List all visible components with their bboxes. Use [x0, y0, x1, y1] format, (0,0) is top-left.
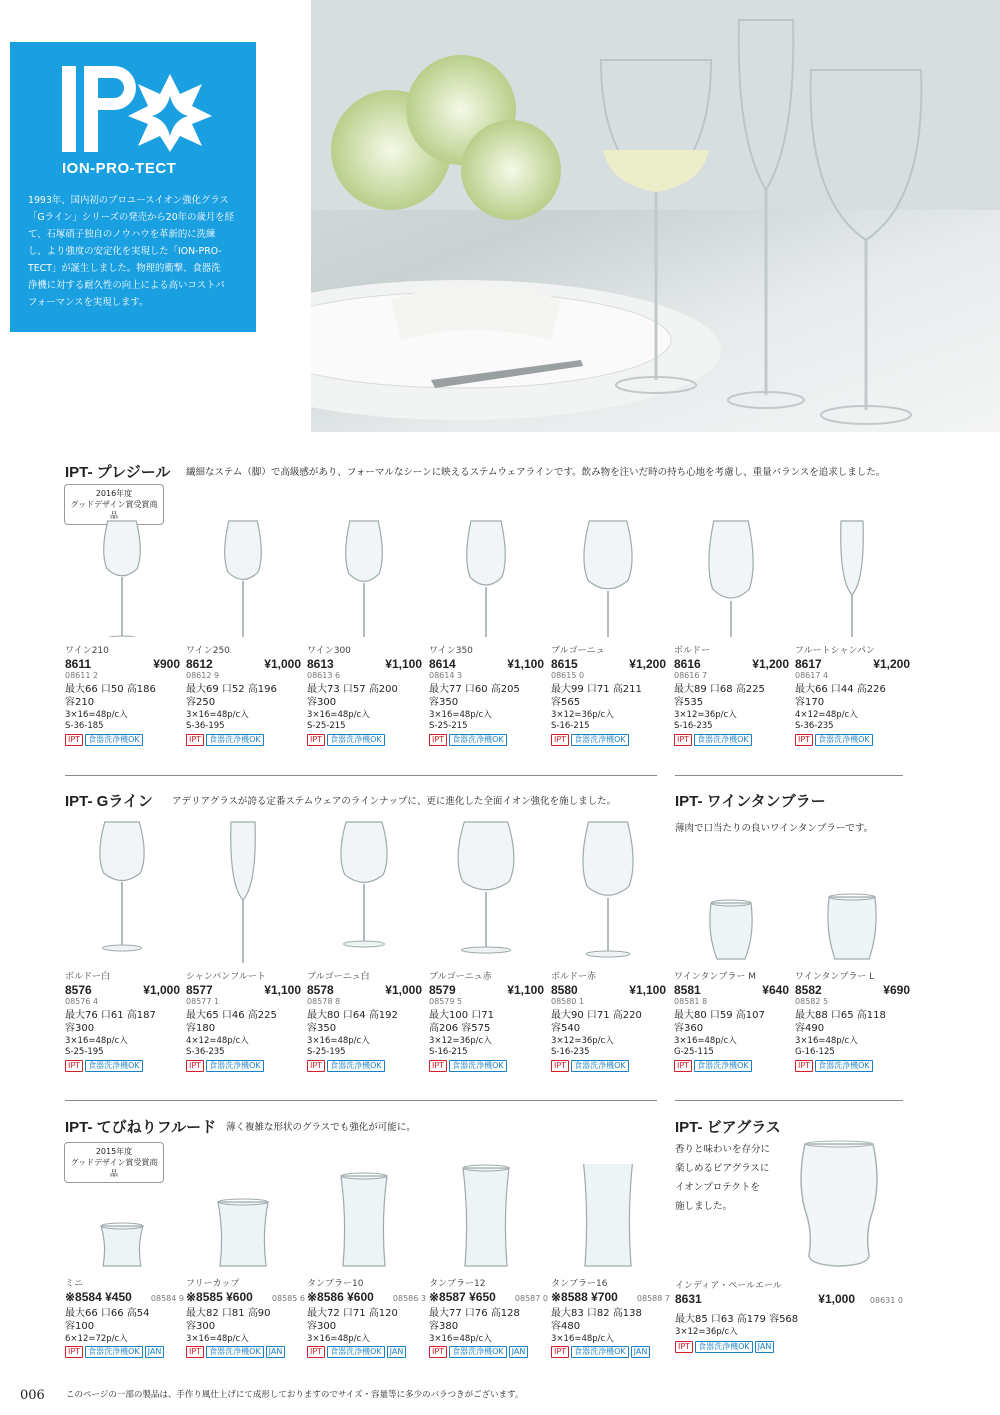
- product-jan: 08578 8: [307, 997, 341, 1006]
- ipt-tag: IPT: [675, 1341, 693, 1353]
- glass-image: [795, 515, 910, 637]
- product-tags: [674, 1060, 752, 1072]
- product-capacity: 容100: [65, 1321, 95, 1332]
- product-price: ¥1,000: [143, 983, 180, 997]
- product-code: 8582: [795, 983, 822, 997]
- glass-image: [674, 515, 789, 637]
- product-tags: [65, 1346, 164, 1358]
- product-jan: 08617 4: [795, 671, 829, 680]
- hero-photo: [311, 0, 1000, 432]
- section-title-beer: IPT- ビアグラス: [675, 1119, 781, 1136]
- product-code: 8580: [551, 983, 578, 997]
- product-price: ¥1,000: [385, 983, 422, 997]
- product-tags: [551, 1060, 629, 1072]
- product-name: ブルゴーニュ赤: [429, 972, 492, 982]
- ipt-tag: IPT: [307, 1060, 325, 1072]
- product-price: ¥1,100: [264, 983, 301, 997]
- product-capacity: 容565: [551, 697, 581, 708]
- dishwasher-tag: 食器洗浄機OK: [449, 1346, 507, 1358]
- product-tags: [186, 1060, 264, 1072]
- product-tags: [186, 734, 264, 746]
- ipt-tag: IPT: [307, 734, 325, 746]
- product-code: 8579: [429, 983, 456, 997]
- product-pack-code: S-36-235: [795, 721, 834, 731]
- product-tags: [551, 734, 629, 746]
- product-name: ワイン250: [186, 646, 230, 656]
- product-pack: 3×16=48p/c入: [186, 710, 249, 720]
- ipt-tag: IPT: [186, 734, 204, 746]
- dishwasher-tag: 食器洗浄機OK: [85, 1346, 143, 1358]
- product-pack-code: S-25-195: [307, 1047, 346, 1057]
- product-price: ¥1,100: [507, 983, 544, 997]
- glass-image: [551, 1164, 666, 1270]
- brand-panel: [10, 42, 256, 332]
- product-price: ¥1,200: [629, 657, 666, 671]
- glass-image: [186, 515, 301, 637]
- product-code: ※8584 ¥450: [65, 1290, 132, 1304]
- good-design-badge-2015: 2015年度 グッドデザイン賞受賞商品: [64, 1142, 164, 1183]
- product-capacity: 容480: [551, 1321, 581, 1332]
- product-tags: [795, 1060, 873, 1072]
- ipt-tag: IPT: [65, 734, 83, 746]
- product-pack: 3×12=36p/c入: [674, 710, 737, 720]
- product-name: ワインタンブラー M: [674, 972, 756, 982]
- ipt-tag: IPT: [429, 734, 447, 746]
- product-tags: [307, 1346, 406, 1358]
- ipt-tag: IPT: [65, 1346, 83, 1358]
- glass-image: [429, 816, 544, 963]
- product-pack: 3×12=36p/c入: [675, 1327, 738, 1337]
- product-pack: 3×16=48p/c入: [65, 710, 128, 720]
- product-pack: 3×16=48p/c入: [429, 710, 492, 720]
- product-jan: 08582 5: [795, 997, 829, 1006]
- section-desc-beer: 香りと味わいを存分に 楽しめるビアグラスに イオンプロテクトを 施しました。: [675, 1144, 771, 1212]
- product-spec: 最大77 口60 高205: [429, 684, 520, 695]
- product-jan: 08587 0: [514, 1294, 548, 1303]
- product-jan: 08614 3: [429, 671, 463, 680]
- product-name: ミニ: [65, 1279, 84, 1289]
- product-name: ボルドー: [674, 646, 711, 656]
- product-code: ※8585 ¥600: [186, 1290, 253, 1304]
- product-capacity: 容350: [429, 697, 459, 708]
- glass-image: [65, 816, 180, 963]
- product-spec: 最大89 口68 高225: [674, 684, 765, 695]
- glass-image: [65, 515, 180, 637]
- dishwasher-tag: 食器洗浄機OK: [571, 734, 629, 746]
- product-name: ボルドー赤: [551, 972, 597, 982]
- glass-image: [307, 1164, 422, 1270]
- product-pack-code: G-25-115: [674, 1047, 714, 1057]
- product-name: インディア・ペールエール: [675, 1281, 782, 1291]
- product-tags: [186, 1346, 285, 1358]
- product-capacity: 高206 容575: [429, 1023, 491, 1034]
- product-price: ¥1,000: [818, 1292, 855, 1306]
- product-capacity: 容380: [429, 1321, 459, 1332]
- ipt-tag: IPT: [551, 1346, 569, 1358]
- section-title-gline: IPT- Gライン: [65, 793, 153, 810]
- product-tags: [65, 734, 143, 746]
- section-title-tumbler: IPT- ワインタンブラー: [675, 793, 826, 810]
- glass-image: [795, 816, 910, 963]
- product-code: 8578: [307, 983, 334, 997]
- product-code: 8617: [795, 657, 822, 671]
- ipt-logo: [62, 66, 212, 152]
- good-design-badge-2016: 2016年度 グッドデザイン賞受賞商品: [64, 484, 164, 525]
- product-capacity: 容535: [674, 697, 704, 708]
- jan-tag: JAN: [266, 1346, 286, 1358]
- product-code: 8616: [674, 657, 701, 671]
- product-spec: 最大85 口63 高179 容568: [675, 1314, 799, 1325]
- dishwasher-tag: 食器洗浄機OK: [571, 1346, 629, 1358]
- ipt-tag: IPT: [429, 1060, 447, 1072]
- glass-image: [551, 816, 666, 963]
- product-spec: 最大99 口71 高211: [551, 684, 642, 695]
- product-spec: 最大66 口44 高226: [795, 684, 886, 695]
- dishwasher-tag: 食器洗浄機OK: [327, 1346, 385, 1358]
- dishwasher-tag: 食器洗浄機OK: [815, 734, 873, 746]
- product-name: ボルドー白: [65, 972, 111, 982]
- jan-tag: JAN: [387, 1346, 407, 1358]
- product-name: フルートシャンパン: [795, 646, 875, 656]
- ipt-tag: IPT: [307, 1346, 325, 1358]
- section-desc-tebineri: 薄く複雑な形状のグラスでも強化が可能に。: [226, 1122, 416, 1133]
- section-title-tebineri: IPT- てびねりフルード: [65, 1119, 217, 1136]
- page-number: 006: [20, 1388, 45, 1403]
- product-jan: 08615 0: [551, 671, 585, 680]
- jan-tag: JAN: [631, 1346, 651, 1358]
- product-pack: 3×16=48p/c入: [307, 1334, 370, 1344]
- divider: [675, 775, 903, 776]
- product-spec: 最大100 口71: [429, 1010, 494, 1021]
- product-spec: 最大66 口66 高54: [65, 1308, 150, 1319]
- product-jan: 08611 2: [65, 671, 99, 680]
- dishwasher-tag: 食器洗浄機OK: [694, 1060, 752, 1072]
- product-name: ブルゴーニュ: [551, 646, 605, 656]
- product-jan: 08613 6: [307, 671, 341, 680]
- ipt-tag: IPT: [551, 1060, 569, 1072]
- product-spec: 最大80 口59 高107: [674, 1010, 765, 1021]
- product-name: フリーカップ: [186, 1279, 240, 1289]
- product-name: タンブラー10: [307, 1279, 364, 1289]
- product-spec: 最大88 口65 高118: [795, 1010, 886, 1021]
- product-code: 8577: [186, 983, 213, 997]
- ipt-tag: IPT: [186, 1346, 204, 1358]
- product-code: ※8587 ¥650: [429, 1290, 496, 1304]
- product-pack-code: S-25-215: [429, 721, 468, 731]
- product-pack: 3×16=48p/c入: [65, 1036, 128, 1046]
- product-pack: 3×16=48p/c入: [795, 1036, 858, 1046]
- product-capacity: 容300: [186, 1321, 216, 1332]
- product-code: 8576: [65, 983, 92, 997]
- dishwasher-tag: 食器洗浄機OK: [327, 734, 385, 746]
- glass-image: [65, 1164, 180, 1270]
- product-capacity: 容300: [307, 697, 337, 708]
- jan-tag: JAN: [509, 1346, 529, 1358]
- product-name: タンブラー12: [429, 1279, 486, 1289]
- product-capacity: 容210: [65, 697, 95, 708]
- product-pack: 3×16=48p/c入: [551, 1334, 614, 1344]
- footer-note: このページの一部の製品は、手作り風仕上げにて成形しておりますのでサイズ・容量等に多少のバラつきがございます。: [66, 1390, 524, 1400]
- product-spec: 最大66 口50 高186: [65, 684, 156, 695]
- ipt-tag: IPT: [429, 1346, 447, 1358]
- ipt-tag: IPT: [65, 1060, 83, 1072]
- dishwasher-tag: 食器洗浄機OK: [449, 734, 507, 746]
- product-price: ¥1,100: [629, 983, 666, 997]
- glass-image: [307, 816, 422, 963]
- product-capacity: 容540: [551, 1023, 581, 1034]
- product-pack: 3×12=36p/c入: [429, 1036, 492, 1046]
- product-name: シャンパンフルート: [186, 972, 266, 982]
- section-desc-plaisir: 繊細なステム（脚）で高級感があり、フォーマルなシーンに映えるステムウェアラインです。飲み物を注いだ時の持ち心地を考慮し、重量バランスを追求しました。: [186, 467, 886, 478]
- product-pack-code: S-16-235: [674, 721, 713, 731]
- ipt-tag: IPT: [674, 734, 692, 746]
- ipt-tag: IPT: [674, 1060, 692, 1072]
- product-capacity: 容250: [186, 697, 216, 708]
- product-name: ワイン350: [429, 646, 473, 656]
- product-pack: 4×12=48p/c入: [795, 710, 858, 720]
- product-price: ¥1,200: [752, 657, 789, 671]
- product-code: 8611: [65, 657, 92, 671]
- dishwasher-tag: 食器洗浄機OK: [695, 1341, 753, 1353]
- product-spec: 最大73 口57 高200: [307, 684, 398, 695]
- product-code: ※8588 ¥700: [551, 1290, 618, 1304]
- product-jan: 08588 7: [636, 1294, 670, 1303]
- product-capacity: 容360: [674, 1023, 704, 1034]
- beer-glass-image: [775, 1140, 903, 1272]
- product-name: タンブラー16: [551, 1279, 608, 1289]
- dishwasher-tag: 食器洗浄機OK: [815, 1060, 873, 1072]
- product-tags: [674, 734, 752, 746]
- logo-text: ION-PRO-TECT: [62, 160, 177, 177]
- glass-image: [307, 515, 422, 637]
- product-pack: 3×12=36p/c入: [551, 1036, 614, 1046]
- product-code: 8612: [186, 657, 213, 671]
- product-jan: 08581 8: [674, 997, 708, 1006]
- product-jan: 08585 6: [271, 1294, 305, 1303]
- product-capacity: 容180: [186, 1023, 216, 1034]
- product-tags: [551, 1346, 650, 1358]
- product-code: 8581: [674, 983, 701, 997]
- product-jan: 08631 0: [869, 1296, 903, 1305]
- product-jan: 08612 9: [186, 671, 220, 680]
- product-spec: 最大83 口82 高138: [551, 1308, 642, 1319]
- glass-image: [551, 515, 666, 637]
- product-spec: 最大90 口71 高220: [551, 1010, 642, 1021]
- ipt-tag: IPT: [186, 1060, 204, 1072]
- product-pack-code: G-16-125: [795, 1047, 835, 1057]
- product-pack: 3×16=48p/c入: [186, 1334, 249, 1344]
- product-code: 8614: [429, 657, 456, 671]
- product-capacity: 容300: [307, 1321, 337, 1332]
- product-spec: 最大82 口81 高90: [186, 1308, 271, 1319]
- divider: [65, 775, 657, 776]
- product-capacity: 容170: [795, 697, 825, 708]
- product-price: ¥900: [153, 657, 180, 671]
- product-spec: 最大77 口76 高128: [429, 1308, 520, 1319]
- product-tags: [429, 1060, 507, 1072]
- product-pack: 4×12=48p/c入: [186, 1036, 249, 1046]
- dishwasher-tag: 食器洗浄機OK: [327, 1060, 385, 1072]
- product-pack-code: S-25-195: [65, 1047, 104, 1057]
- product-pack-code: S-16-215: [551, 721, 590, 731]
- section-title-plaisir: IPT- プレジール: [65, 464, 171, 481]
- glass-image: [674, 816, 789, 963]
- product-name: ブルゴーニュ白: [307, 972, 370, 982]
- product-tags: [65, 1060, 143, 1072]
- product-code: ※8586 ¥600: [307, 1290, 374, 1304]
- ipt-tag: IPT: [795, 1060, 813, 1072]
- jan-tag: JAN: [755, 1341, 775, 1353]
- dishwasher-tag: 食器洗浄機OK: [571, 1060, 629, 1072]
- dishwasher-tag: 食器洗浄機OK: [206, 1060, 264, 1072]
- product-tags: [429, 734, 507, 746]
- product-price: ¥1,000: [264, 657, 301, 671]
- dishwasher-tag: 食器洗浄機OK: [206, 734, 264, 746]
- section-desc-tumbler: 薄肉で口当たりの良いワインタンブラーです。: [675, 823, 874, 834]
- product-tags: [675, 1341, 774, 1353]
- product-spec: 最大76 口61 高187: [65, 1010, 156, 1021]
- product-tags: [795, 734, 873, 746]
- glass-image: [186, 1164, 301, 1270]
- product-price: ¥640: [762, 983, 789, 997]
- product-spec: 最大80 口64 高192: [307, 1010, 398, 1021]
- product-tags: [307, 734, 385, 746]
- product-pack: 3×16=48p/c入: [429, 1334, 492, 1344]
- product-price: ¥1,100: [507, 657, 544, 671]
- intro-text: 1993年、国内初のプロユースイオン強化グラス 「Gライン」シリーズの発売から20年の歳月を経 て、石塚硝子独自のノウハウを革新的に洗練 し、より強度の安定化を実現した「ION-PRO- TECT」が誕生しました。物理的衝撃、食器洗 浄機に対する耐久性の向上による高いコストパ フォーマンスを実現します。: [28, 195, 234, 308]
- glass-image: [429, 1164, 544, 1270]
- product-name: ワインタンブラー L: [795, 972, 875, 982]
- product-pack: 3×12=36p/c入: [551, 710, 614, 720]
- dishwasher-tag: 食器洗浄機OK: [694, 734, 752, 746]
- product-jan: 08616 7: [674, 671, 708, 680]
- product-jan: 08580 1: [551, 997, 585, 1006]
- ipt-tag: IPT: [551, 734, 569, 746]
- product-code: 8631: [675, 1292, 702, 1306]
- product-spec: 最大69 口52 高196: [186, 684, 277, 695]
- product-spec: 最大65 口46 高225: [186, 1010, 277, 1021]
- glass-image: [186, 816, 301, 963]
- product-spec: 最大72 口71 高120: [307, 1308, 398, 1319]
- product-pack: 3×16=48p/c入: [307, 710, 370, 720]
- product-name: ワイン210: [65, 646, 109, 656]
- product-capacity: 容300: [65, 1023, 95, 1034]
- product-jan: 08576 4: [65, 997, 99, 1006]
- product-jan: 08579 5: [429, 997, 463, 1006]
- jan-tag: JAN: [145, 1346, 165, 1358]
- product-pack: 6×12=72p/c入: [65, 1334, 128, 1344]
- divider: [65, 1100, 657, 1101]
- product-tags: [307, 1060, 385, 1072]
- glass-image: [429, 515, 544, 637]
- dishwasher-tag: 食器洗浄機OK: [85, 734, 143, 746]
- dishwasher-tag: 食器洗浄機OK: [85, 1060, 143, 1072]
- product-jan: 08584 9: [150, 1294, 184, 1303]
- product-code: 8615: [551, 657, 578, 671]
- product-price: ¥690: [883, 983, 910, 997]
- product-pack: 3×16=48p/c入: [307, 1036, 370, 1046]
- product-pack-code: S-36-235: [186, 1047, 225, 1057]
- product-pack-code: S-16-215: [429, 1047, 468, 1057]
- product-pack-code: S-36-195: [186, 721, 225, 731]
- dishwasher-tag: 食器洗浄機OK: [449, 1060, 507, 1072]
- product-name: ワイン300: [307, 646, 351, 656]
- product-code: 8613: [307, 657, 334, 671]
- product-pack: 3×16=48p/c入: [674, 1036, 737, 1046]
- product-jan: 08577 1: [186, 997, 220, 1006]
- product-capacity: 容350: [307, 1023, 337, 1034]
- section-desc-gline: アデリアグラスが誇る定番ステムウェアのラインナップに、更に進化した全面イオン強化を施しました。: [172, 796, 617, 807]
- divider: [675, 1100, 903, 1101]
- product-pack-code: S-16-235: [551, 1047, 590, 1057]
- product-tags: [429, 1346, 528, 1358]
- product-price: ¥1,100: [385, 657, 422, 671]
- product-pack-code: S-25-215: [307, 721, 346, 731]
- dishwasher-tag: 食器洗浄機OK: [206, 1346, 264, 1358]
- product-pack-code: S-36-185: [65, 721, 104, 731]
- product-capacity: 容490: [795, 1023, 825, 1034]
- product-jan: 08586 3: [392, 1294, 426, 1303]
- product-price: ¥1,200: [873, 657, 910, 671]
- ipt-tag: IPT: [795, 734, 813, 746]
